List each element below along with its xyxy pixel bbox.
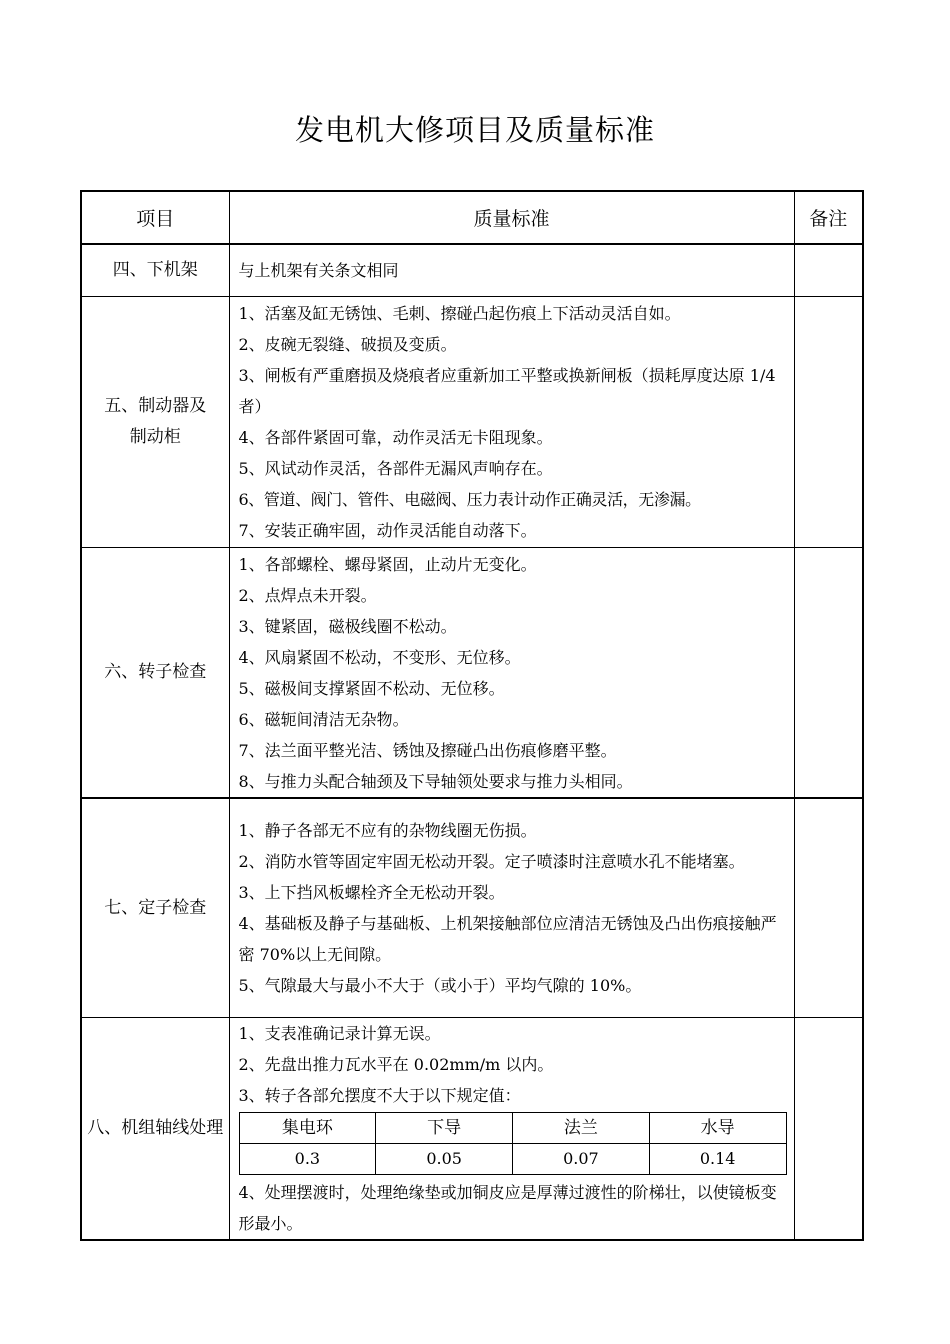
standard-line: 5、风试动作灵活，各部件无漏风声响存在。 — [238, 459, 553, 478]
standard-line: 8、与推力头配合轴颈及下导轴领处要求与推力头相同。 — [238, 771, 633, 791]
standard-line: 6、磁轭间清洁无杂物。 — [238, 709, 409, 729]
header-standard: 质量标准 — [229, 191, 794, 244]
swing-value-cell: 0.14 — [649, 1144, 786, 1175]
note-cell — [794, 548, 863, 799]
swing-header-cell: 集电环 — [239, 1113, 376, 1144]
swing-value-cell: 0.3 — [239, 1144, 376, 1175]
standard-cell — [229, 798, 794, 1018]
item-cell — [81, 1018, 229, 1241]
standard-line: 2、消防水管等固定牢固无松动开裂。定子喷漆时注意喷水孔不能堵塞。 — [238, 852, 745, 871]
table-row — [81, 548, 863, 799]
table-row — [81, 244, 863, 297]
standard-line: 1、静子各部无不应有的杂物线圈无伤损。 — [238, 821, 537, 840]
swing-header-cell: 水导 — [649, 1113, 786, 1144]
item-cell: 七、定子检查 — [81, 798, 229, 1018]
standard-line: 3、键紧固，磁极线圈不松动。 — [238, 616, 457, 636]
page-title: 发电机大修项目及质量标准 — [294, 113, 655, 147]
table-header-row — [81, 191, 863, 244]
standard-line: 与上机架有关条文相同 — [238, 261, 399, 280]
quality-standard-table — [80, 190, 864, 1241]
note-cell — [794, 244, 863, 297]
item-label: 五、制动器及制动柜 — [104, 396, 207, 447]
item-cell: 四、下机架 — [81, 244, 229, 297]
table-row — [81, 1018, 863, 1241]
standard-line: 3、转子各部允摆度不大于以下规定值： — [238, 1086, 521, 1105]
note-cell — [794, 798, 863, 1018]
standard-line: 2、先盘出推力瓦水平在 0.02mm/m 以内。 — [238, 1055, 554, 1074]
standard-line: 4、基础板及静子与基础板、上机架接触部位应清洁无锈蚀及凸出伤痕接触严密 70%以上无间隙。 — [238, 914, 777, 964]
standard-cell — [229, 548, 794, 799]
standard-cell — [229, 1018, 794, 1241]
item-cell — [81, 297, 229, 548]
swing-value-cell: 0.07 — [513, 1144, 650, 1175]
standard-line: 1、活塞及缸无锈蚀、毛刺、擦碰凸起伤痕上下活动灵活自如。 — [238, 304, 681, 323]
table-row — [81, 798, 863, 1018]
header-note: 备注 — [794, 191, 863, 244]
note-cell — [794, 1018, 863, 1241]
standard-line: 6、管道、阀门、管件、电磁阀、压力表计动作正确灵活，无渗漏。 — [238, 490, 701, 509]
standard-line: 1、各部螺栓、螺母紧固，止动片无变化。 — [238, 554, 537, 574]
standard-line: 7、安装正确牢固，动作灵活能自动落下。 — [238, 521, 537, 540]
swing-limit-table — [239, 1112, 787, 1175]
standard-cell — [229, 297, 794, 548]
standard-line: 1、支表准确记录计算无误。 — [238, 1024, 441, 1043]
swing-header-row — [239, 1113, 786, 1144]
item-label: 八、机组轴线处理 — [87, 1118, 224, 1138]
standard-line: 4、各部件紧固可靠，动作灵活无卡阻现象。 — [238, 428, 553, 447]
standard-line: 3、上下挡风板螺栓齐全无松动开裂。 — [238, 883, 505, 902]
table-row — [81, 297, 863, 548]
standard-line: 4、风扇紧固不松动，不变形、无位移。 — [238, 647, 521, 667]
standard-line: 2、皮碗无裂缝、破损及变质。 — [238, 335, 457, 354]
standard-line: 2、点焊点未开裂。 — [238, 585, 377, 605]
swing-value-cell: 0.05 — [376, 1144, 513, 1175]
standard-line: 4、处理摆渡时，处理绝缘垫或加铜皮应是厚薄过渡性的阶梯壮，以使镜板变形最小。 — [238, 1183, 777, 1233]
standard-line: 3、闸板有严重磨损及烧痕者应重新加工平整或换新闸板（损耗厚度达原 1/4 者） — [238, 366, 776, 416]
note-cell — [794, 297, 863, 548]
swing-value-row — [239, 1144, 786, 1175]
item-cell: 六、转子检查 — [81, 548, 229, 799]
swing-header-cell: 下导 — [376, 1113, 513, 1144]
standard-line: 7、法兰面平整光洁、锈蚀及擦碰凸出伤痕修磨平整。 — [238, 740, 617, 760]
standard-cell — [229, 244, 794, 297]
standard-line: 5、磁极间支撑紧固不松动、无位移。 — [238, 678, 505, 698]
header-item: 项目 — [81, 191, 229, 244]
standard-line: 5、气隙最大与最小不大于（或小于）平均气隙的 10%。 — [238, 976, 642, 995]
swing-header-cell: 法兰 — [513, 1113, 650, 1144]
